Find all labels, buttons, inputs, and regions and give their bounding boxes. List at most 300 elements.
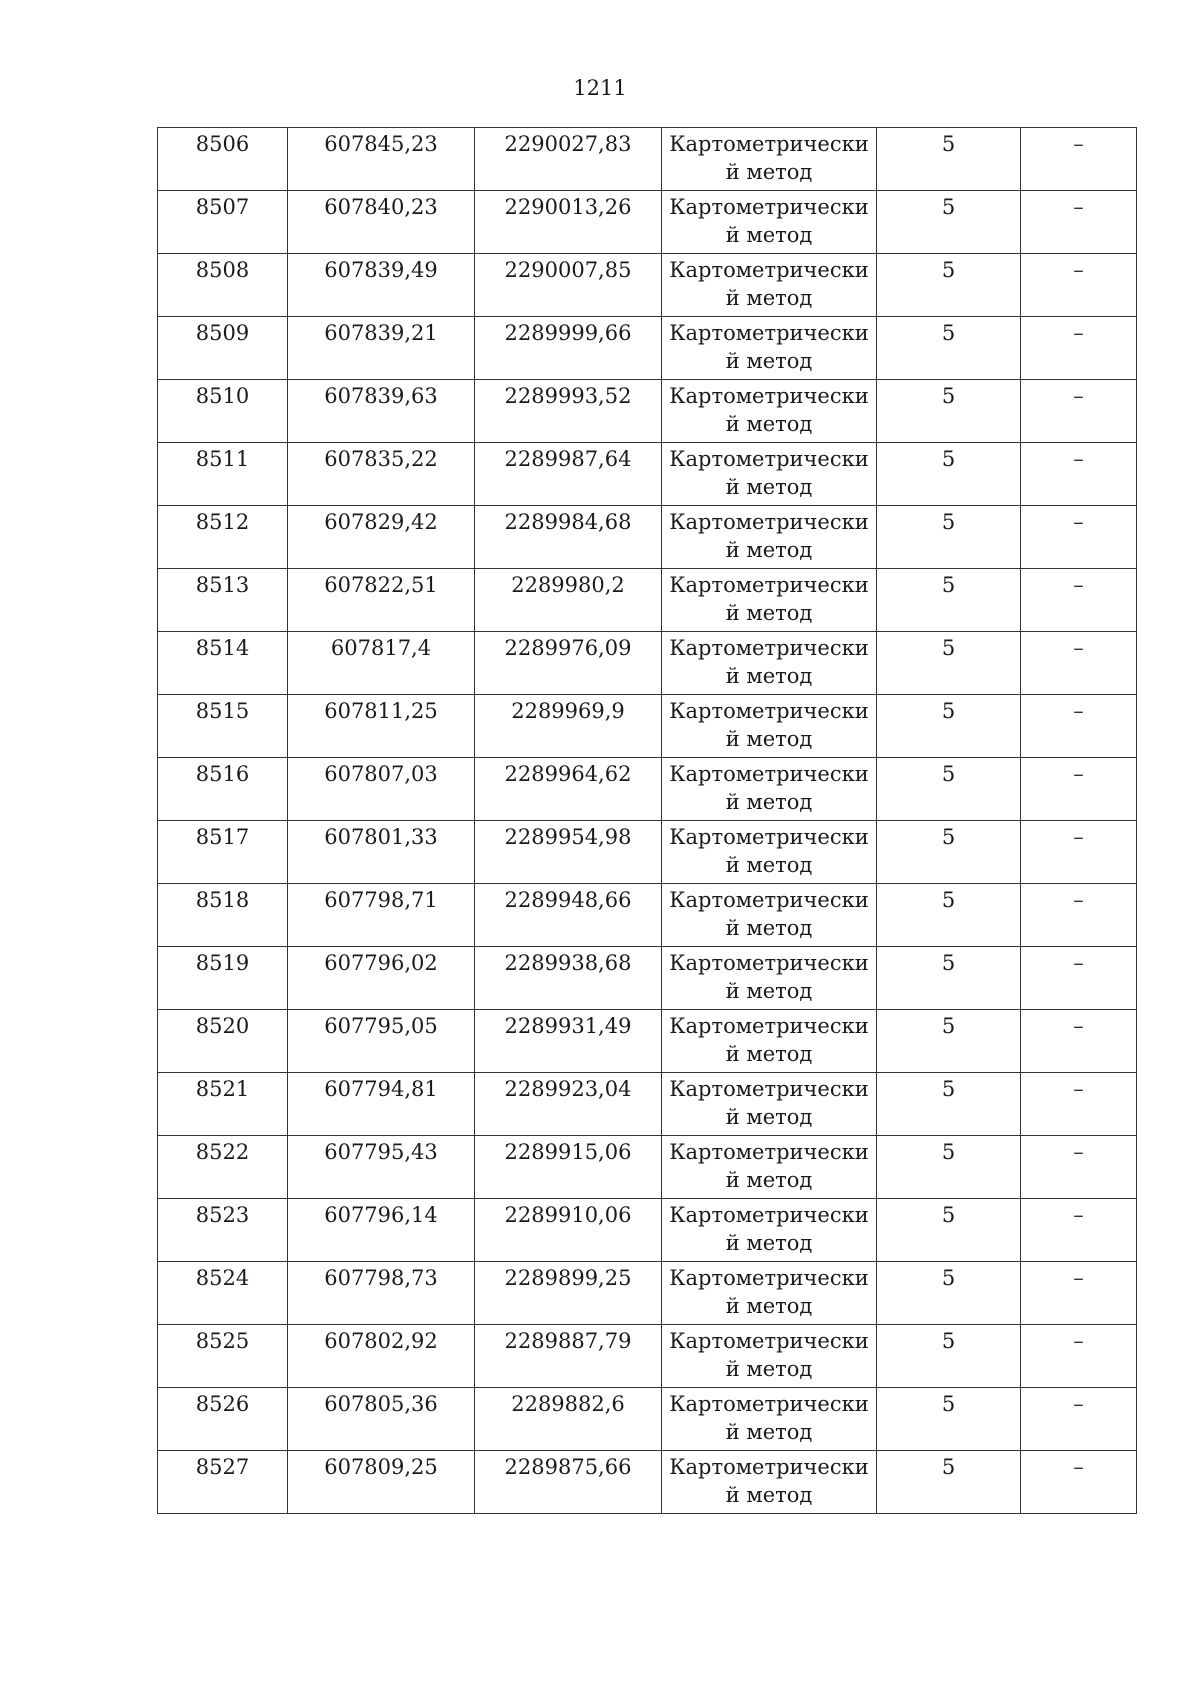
accuracy-cell-text: 5 [941,1392,956,1416]
point-number-cell-text: 8515 [195,699,250,723]
method-line-2: й метод [725,475,813,499]
point-number-cell-text: 8512 [195,510,250,534]
x-coordinate-cell [288,1388,475,1451]
accuracy-cell-text: 5 [941,636,956,660]
description-cell-text: – [1073,1140,1084,1164]
x-coordinate-cell [288,128,475,191]
description-cell [1021,1325,1137,1388]
x-coordinate-cell [288,821,475,884]
accuracy-cell [877,884,1021,947]
point-number-cell-text: 8509 [195,321,250,345]
method-line-1: Картометрически [669,132,869,156]
description-cell-text: – [1073,258,1084,282]
method-line-2: й метод [725,1294,813,1318]
point-number-cell [158,758,288,821]
method-line-1: Картометрически [669,699,869,723]
y-coordinate-cell-text: 2289980,2 [511,573,625,597]
description-cell-text: – [1073,825,1084,849]
accuracy-cell-text: 5 [941,699,956,723]
description-cell [1021,695,1137,758]
description-cell-text: – [1073,888,1084,912]
method-line-2: й метод [725,916,813,940]
method-line-2: й метод [725,1105,813,1129]
point-number-cell-text: 8508 [195,258,250,282]
table-row [158,1010,1137,1073]
x-coordinate-cell [288,884,475,947]
accuracy-cell [877,1325,1021,1388]
table-row [158,695,1137,758]
x-coordinate-cell-text: 607811,25 [324,699,438,723]
method-cell [662,317,877,380]
table-row [158,821,1137,884]
x-coordinate-cell-text: 607798,73 [324,1266,438,1290]
accuracy-cell [877,569,1021,632]
accuracy-cell-text: 5 [941,888,956,912]
y-coordinate-cell [475,821,662,884]
description-cell-text: – [1073,1014,1084,1038]
description-cell-text: – [1073,1455,1084,1479]
point-number-cell [158,947,288,1010]
x-coordinate-cell [288,317,475,380]
table-row [158,1451,1137,1514]
y-coordinate-cell-text: 2290027,83 [504,132,632,156]
method-cell [662,506,877,569]
table-row [158,1325,1137,1388]
x-coordinate-cell-text: 607839,63 [324,384,438,408]
description-cell [1021,380,1137,443]
method-line-1: Картометрически [669,636,869,660]
x-coordinate-cell [288,569,475,632]
description-cell [1021,632,1137,695]
accuracy-cell [877,1010,1021,1073]
point-number-cell-text: 8519 [195,951,250,975]
y-coordinate-cell-text: 2289882,6 [511,1392,625,1416]
description-cell [1021,191,1137,254]
description-cell [1021,1388,1137,1451]
method-line-2: й метод [725,1420,813,1444]
description-cell-text: – [1073,762,1084,786]
method-line-2: й метод [725,853,813,877]
description-cell-text: – [1073,699,1084,723]
x-coordinate-cell [288,506,475,569]
method-line-2: й метод [725,538,813,562]
description-cell-text: – [1073,384,1084,408]
x-coordinate-cell [288,443,475,506]
method-line-1: Картометрически [669,1392,869,1416]
y-coordinate-cell [475,1388,662,1451]
method-line-2: й метод [725,286,813,310]
x-coordinate-cell [288,1451,475,1514]
y-coordinate-cell-text: 2289899,25 [504,1266,632,1290]
accuracy-cell-text: 5 [941,951,956,975]
method-line-2: й метод [725,979,813,1003]
y-coordinate-cell [475,569,662,632]
y-coordinate-cell [475,695,662,758]
method-line-2: й метод [725,790,813,814]
method-line-1: Картометрически [669,1077,869,1101]
description-cell-text: – [1073,951,1084,975]
table-row [158,1199,1137,1262]
y-coordinate-cell-text: 2289984,68 [504,510,632,534]
point-number-cell [158,632,288,695]
y-coordinate-cell [475,506,662,569]
y-coordinate-cell-text: 2289969,9 [511,699,625,723]
table-row [158,884,1137,947]
x-coordinate-cell [288,1073,475,1136]
description-cell [1021,821,1137,884]
table-row [158,506,1137,569]
method-line-1: Картометрически [669,573,869,597]
description-cell-text: – [1073,1266,1084,1290]
method-line-2: й метод [725,349,813,373]
table-row [158,380,1137,443]
accuracy-cell [877,1388,1021,1451]
point-number-cell [158,317,288,380]
accuracy-cell [877,1136,1021,1199]
description-cell-text: – [1073,447,1084,471]
y-coordinate-cell-text: 2289915,06 [504,1140,632,1164]
point-number-cell-text: 8522 [195,1140,250,1164]
point-number-cell [158,506,288,569]
method-line-2: й метод [725,727,813,751]
point-number-cell [158,128,288,191]
x-coordinate-cell-text: 607796,02 [324,951,438,975]
x-coordinate-cell-text: 607795,05 [324,1014,438,1038]
table-row [158,254,1137,317]
y-coordinate-cell-text: 2289993,52 [504,384,632,408]
point-number-cell [158,380,288,443]
table-row [158,443,1137,506]
accuracy-cell-text: 5 [941,825,956,849]
description-cell [1021,317,1137,380]
accuracy-cell-text: 5 [941,573,956,597]
method-line-1: Картометрически [669,258,869,282]
point-number-cell [158,1325,288,1388]
y-coordinate-cell-text: 2289887,79 [504,1329,632,1353]
x-coordinate-cell-text: 607796,14 [324,1203,438,1227]
y-coordinate-cell-text: 2289954,98 [504,825,632,849]
table-row [158,632,1137,695]
accuracy-cell [877,128,1021,191]
accuracy-cell [877,695,1021,758]
y-coordinate-cell [475,947,662,1010]
accuracy-cell-text: 5 [941,1266,956,1290]
x-coordinate-cell-text: 607835,22 [324,447,438,471]
y-coordinate-cell [475,1010,662,1073]
description-cell [1021,1136,1137,1199]
method-cell [662,1262,877,1325]
y-coordinate-cell [475,1199,662,1262]
y-coordinate-cell-text: 2289910,06 [504,1203,632,1227]
y-coordinate-cell [475,191,662,254]
method-line-1: Картометрически [669,762,869,786]
accuracy-cell-text: 5 [941,510,956,534]
method-cell [662,632,877,695]
method-line-1: Картометрически [669,384,869,408]
x-coordinate-cell-text: 607817,4 [330,636,432,660]
x-coordinate-cell [288,1262,475,1325]
accuracy-cell-text: 5 [941,258,956,282]
method-cell [662,191,877,254]
y-coordinate-cell [475,1073,662,1136]
point-number-cell-text: 8511 [195,447,250,471]
description-cell [1021,884,1137,947]
y-coordinate-cell-text: 2290013,26 [504,195,632,219]
accuracy-cell-text: 5 [941,195,956,219]
x-coordinate-cell-text: 607794,81 [324,1077,438,1101]
method-line-1: Картометрически [669,1455,869,1479]
accuracy-cell [877,947,1021,1010]
point-number-cell [158,1073,288,1136]
accuracy-cell-text: 5 [941,1203,956,1227]
y-coordinate-cell [475,128,662,191]
x-coordinate-cell-text: 607839,21 [324,321,438,345]
point-number-cell-text: 8518 [195,888,250,912]
y-coordinate-cell-text: 2289875,66 [504,1455,632,1479]
table-row [158,758,1137,821]
x-coordinate-cell-text: 607801,33 [324,825,438,849]
description-cell [1021,506,1137,569]
method-line-1: Картометрически [669,1014,869,1038]
table-row [158,317,1137,380]
method-line-2: й метод [725,664,813,688]
point-number-cell-text: 8516 [195,762,250,786]
method-cell [662,1136,877,1199]
accuracy-cell [877,821,1021,884]
accuracy-cell [877,758,1021,821]
coordinates-table-body [158,128,1137,1514]
point-number-cell [158,1136,288,1199]
point-number-cell [158,1199,288,1262]
method-line-2: й метод [725,1042,813,1066]
x-coordinate-cell [288,695,475,758]
description-cell-text: – [1073,573,1084,597]
accuracy-cell-text: 5 [941,1077,956,1101]
accuracy-cell-text: 5 [941,762,956,786]
point-number-cell [158,695,288,758]
accuracy-cell [877,380,1021,443]
y-coordinate-cell-text: 2289931,49 [504,1014,632,1038]
x-coordinate-cell-text: 607840,23 [324,195,438,219]
method-line-1: Картометрически [669,1140,869,1164]
description-cell [1021,1199,1137,1262]
method-line-2: й метод [725,223,813,247]
accuracy-cell [877,317,1021,380]
y-coordinate-cell-text: 2289976,09 [504,636,632,660]
method-cell [662,1073,877,1136]
description-cell-text: – [1073,1077,1084,1101]
method-cell [662,380,877,443]
point-number-cell-text: 8523 [195,1203,250,1227]
y-coordinate-cell [475,317,662,380]
description-cell [1021,569,1137,632]
accuracy-cell [877,1073,1021,1136]
description-cell [1021,947,1137,1010]
y-coordinate-cell [475,1451,662,1514]
method-line-2: й метод [725,1357,813,1381]
x-coordinate-cell [288,380,475,443]
accuracy-cell [877,1451,1021,1514]
point-number-cell [158,443,288,506]
table-row [158,191,1137,254]
point-number-cell-text: 8514 [195,636,250,660]
point-number-cell-text: 8520 [195,1014,250,1038]
table-row [158,1262,1137,1325]
table-row [158,569,1137,632]
method-cell [662,884,877,947]
point-number-cell-text: 8506 [195,132,250,156]
y-coordinate-cell [475,380,662,443]
method-cell [662,569,877,632]
coordinates-table [157,127,1137,1514]
x-coordinate-cell-text: 607839,49 [324,258,438,282]
y-coordinate-cell [475,443,662,506]
x-coordinate-cell-text: 607795,43 [324,1140,438,1164]
accuracy-cell-text: 5 [941,1329,956,1353]
method-cell [662,1325,877,1388]
point-number-cell-text: 8513 [195,573,250,597]
y-coordinate-cell [475,254,662,317]
description-cell-text: – [1073,510,1084,534]
y-coordinate-cell [475,1136,662,1199]
point-number-cell-text: 8525 [195,1329,250,1353]
method-line-1: Картометрически [669,1266,869,1290]
method-cell [662,254,877,317]
description-cell [1021,128,1137,191]
x-coordinate-cell-text: 607798,71 [324,888,438,912]
x-coordinate-cell-text: 607802,92 [324,1329,438,1353]
x-coordinate-cell-text: 607807,03 [324,762,438,786]
page-number: 1211 [573,76,627,100]
y-coordinate-cell-text: 2289964,62 [504,762,632,786]
method-line-1: Картометрически [669,1329,869,1353]
x-coordinate-cell [288,191,475,254]
x-coordinate-cell [288,1325,475,1388]
point-number-cell [158,1010,288,1073]
description-cell-text: – [1073,321,1084,345]
method-cell [662,821,877,884]
method-line-2: й метод [725,412,813,436]
description-cell-text: – [1073,1203,1084,1227]
table-row [158,1388,1137,1451]
method-line-1: Картометрически [669,1203,869,1227]
method-line-1: Картометрически [669,510,869,534]
table-row [158,1136,1137,1199]
x-coordinate-cell-text: 607822,51 [324,573,438,597]
method-cell [662,1451,877,1514]
description-cell [1021,758,1137,821]
method-line-2: й метод [725,1168,813,1192]
method-line-2: й метод [725,601,813,625]
method-line-2: й метод [725,160,813,184]
description-cell [1021,443,1137,506]
table-row [158,947,1137,1010]
point-number-cell-text: 8527 [195,1455,250,1479]
y-coordinate-cell-text: 2289948,66 [504,888,632,912]
accuracy-cell-text: 5 [941,1455,956,1479]
method-line-1: Картометрически [669,888,869,912]
x-coordinate-cell-text: 607805,36 [324,1392,438,1416]
description-cell-text: – [1073,636,1084,660]
point-number-cell-text: 8507 [195,195,250,219]
y-coordinate-cell [475,884,662,947]
y-coordinate-cell-text: 2289987,64 [504,447,632,471]
method-line-2: й метод [725,1483,813,1507]
y-coordinate-cell-text: 2289999,66 [504,321,632,345]
accuracy-cell-text: 5 [941,1014,956,1038]
point-number-cell [158,191,288,254]
accuracy-cell [877,506,1021,569]
method-cell [662,443,877,506]
y-coordinate-cell [475,1325,662,1388]
description-cell [1021,1010,1137,1073]
method-cell [662,947,877,1010]
y-coordinate-cell-text: 2290007,85 [504,258,632,282]
method-cell [662,758,877,821]
point-number-cell [158,884,288,947]
x-coordinate-cell [288,1010,475,1073]
point-number-cell-text: 8524 [195,1266,250,1290]
accuracy-cell-text: 5 [941,321,956,345]
x-coordinate-cell [288,1199,475,1262]
method-cell [662,695,877,758]
point-number-cell [158,254,288,317]
method-line-2: й метод [725,1231,813,1255]
accuracy-cell [877,1262,1021,1325]
description-cell [1021,254,1137,317]
method-line-1: Картометрически [669,447,869,471]
method-cell [662,1199,877,1262]
accuracy-cell-text: 5 [941,1140,956,1164]
description-cell-text: – [1073,195,1084,219]
x-coordinate-cell [288,758,475,821]
method-cell [662,1010,877,1073]
x-coordinate-cell-text: 607845,23 [324,132,438,156]
point-number-cell [158,569,288,632]
y-coordinate-cell [475,632,662,695]
description-cell [1021,1451,1137,1514]
point-number-cell-text: 8521 [195,1077,250,1101]
x-coordinate-cell [288,632,475,695]
y-coordinate-cell [475,758,662,821]
accuracy-cell-text: 5 [941,384,956,408]
point-number-cell [158,821,288,884]
y-coordinate-cell-text: 2289938,68 [504,951,632,975]
accuracy-cell [877,254,1021,317]
point-number-cell [158,1262,288,1325]
x-coordinate-cell [288,254,475,317]
x-coordinate-cell [288,1136,475,1199]
x-coordinate-cell-text: 607809,25 [324,1455,438,1479]
accuracy-cell [877,1199,1021,1262]
x-coordinate-cell-text: 607829,42 [324,510,438,534]
point-number-cell-text: 8510 [195,384,250,408]
method-cell [662,1388,877,1451]
y-coordinate-cell [475,1262,662,1325]
method-line-1: Картометрически [669,951,869,975]
point-number-cell [158,1451,288,1514]
accuracy-cell [877,632,1021,695]
accuracy-cell [877,443,1021,506]
point-number-cell-text: 8526 [195,1392,250,1416]
accuracy-cell [877,191,1021,254]
description-cell-text: – [1073,1329,1084,1353]
accuracy-cell-text: 5 [941,447,956,471]
description-cell-text: – [1073,1392,1084,1416]
y-coordinate-cell-text: 2289923,04 [504,1077,632,1101]
table-row [158,128,1137,191]
accuracy-cell-text: 5 [941,132,956,156]
